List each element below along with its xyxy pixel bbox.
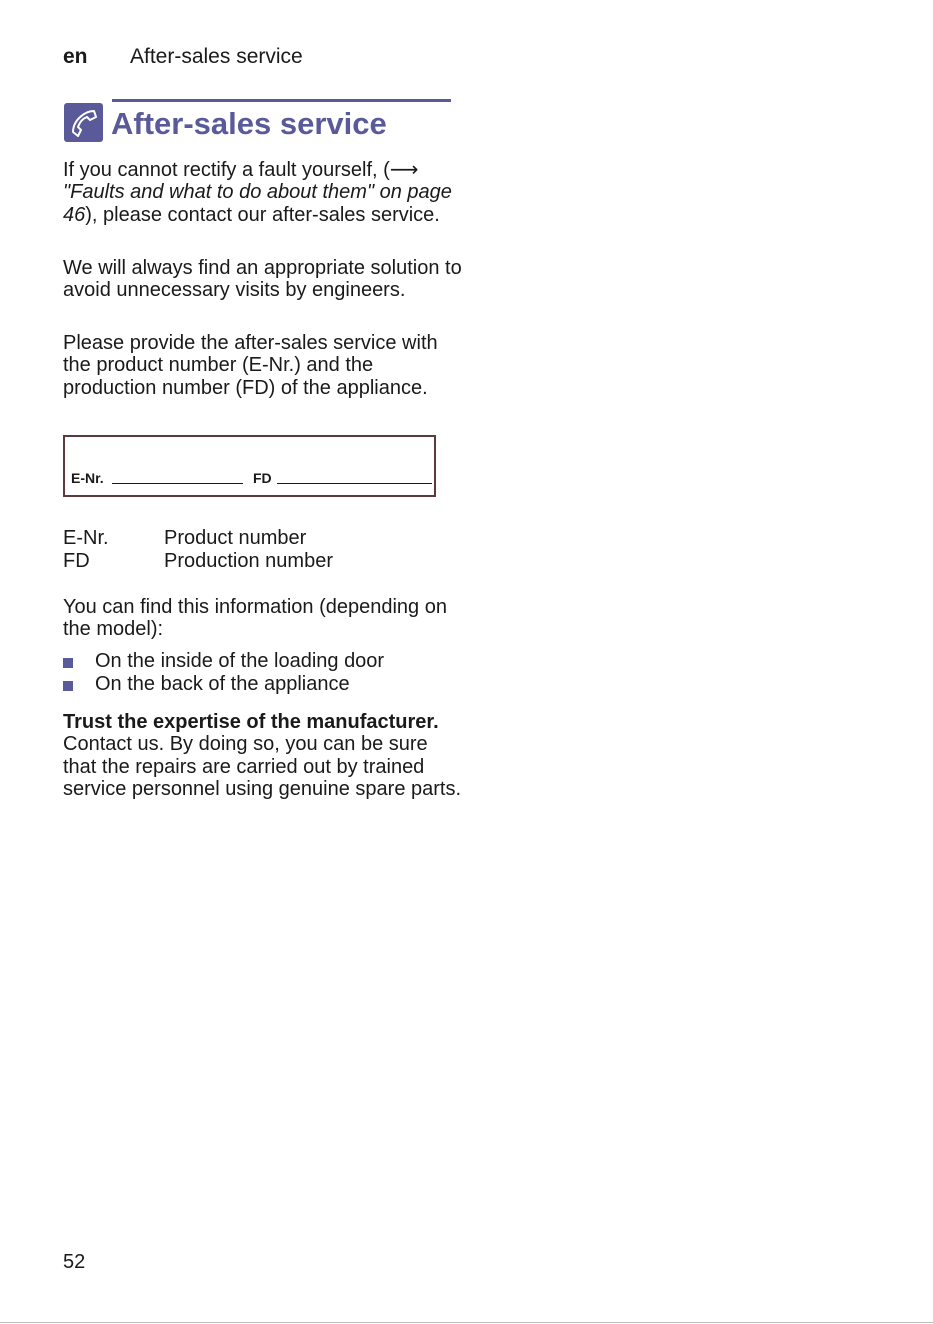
page-bottom-rule (0, 1322, 933, 1323)
legend-meaning: Product number (164, 527, 307, 549)
paragraph-contact-intro: If you cannot rectify a fault yourself, ( (63, 159, 390, 181)
paragraph-expertise (63, 711, 463, 800)
plate-enr-label: E-Nr. (71, 470, 104, 486)
section-title: After-sales service (111, 106, 387, 141)
legend-meaning: Production number (164, 550, 333, 572)
location-list (63, 650, 384, 695)
section-rule (112, 99, 451, 102)
abbreviation-legend (63, 527, 333, 573)
plate-fd-label: FD (253, 470, 272, 486)
page-number: 52 (63, 1251, 86, 1273)
paragraph-solution: We will always find an appropriate solution to avoid unnecessary visits by engineers. (63, 257, 462, 302)
legend-row (63, 527, 333, 550)
paragraph-contact (63, 159, 463, 226)
plate-fd-line (277, 483, 432, 484)
rating-plate (63, 435, 436, 497)
list-item-text: On the inside of the loading door (95, 650, 385, 672)
running-header-title: After-sales service (130, 45, 303, 68)
arrow-icon: ⟶ (389, 159, 419, 181)
running-header (63, 44, 303, 70)
language-code: en (63, 45, 88, 68)
bullet-square-icon (63, 681, 73, 691)
legend-row (63, 550, 333, 573)
expertise-text: Contact us. By doing so, you can be sure that the repairs are carried out by trained service personnel using genuine spare parts. (63, 733, 462, 800)
expertise-heading: Trust the expertise of the manufacturer. (63, 711, 439, 733)
list-item (63, 673, 384, 696)
plate-enr-line (112, 483, 243, 484)
legend-abbr: FD (63, 550, 90, 572)
bullet-square-icon (63, 658, 73, 668)
paragraph-numbers: Please provide the after-sales service with the product number (E-Nr.) and the production number (FD) of the appliance. (63, 332, 438, 399)
telephone-icon (64, 103, 103, 142)
cross-reference-link[interactable]: "Faults and what to do about them" on page 46 (63, 181, 452, 226)
list-item (63, 650, 384, 673)
paragraph-location: You can find this information (depending on the model): (63, 596, 447, 641)
list-item-text: On the back of the appliance (95, 672, 350, 695)
legend-abbr: E-Nr. (63, 527, 109, 549)
paragraph-contact-end: ), please contact our after-sales service. (85, 203, 440, 226)
